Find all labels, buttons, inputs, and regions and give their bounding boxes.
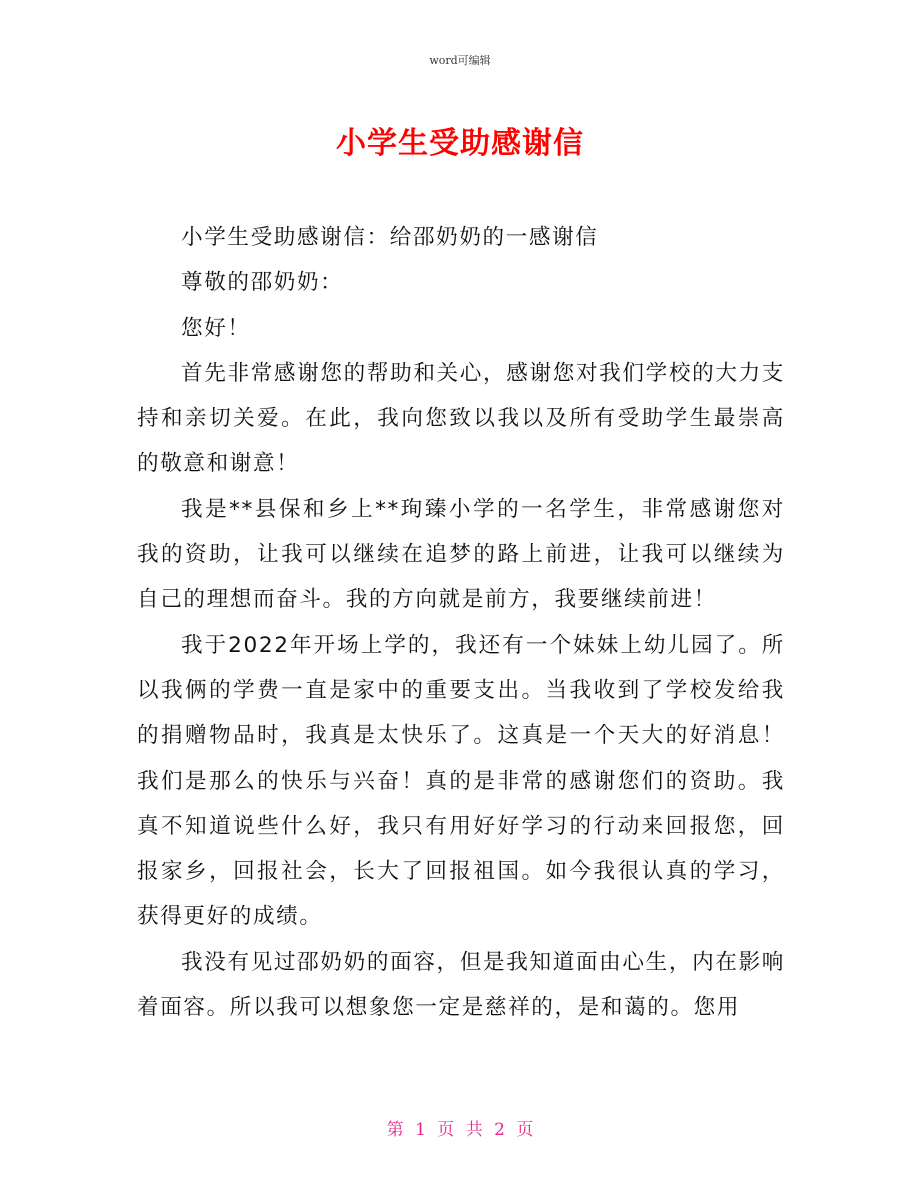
document-title: 小学生受助感谢信	[336, 126, 584, 161]
paragraph: 首先非常感谢您的帮助和关心，感谢您对我们学校的大力支持和亲切关爱。在此，我向您致以我以及所有受助学生最崇高的敬意和谢意！	[137, 360, 785, 477]
page-number-footer: 第 1 页 共 2 页	[386, 1120, 534, 1140]
salutation: 尊敬的邵奶奶：	[181, 270, 344, 296]
greeting: 您好！	[181, 315, 251, 341]
letter-body	[137, 215, 785, 1030]
subtitle-line: 小学生受助感谢信：给邵奶奶的一感谢信	[181, 225, 599, 250]
paragraph: 我是**县保和乡上**珣臻小学的一名学生，非常感谢您对我的资助，让我可以继续在追梦的路上前进，让我可以继续为自己的理想而奋斗。我的方向就是前方，我要继续前进！	[137, 496, 785, 613]
paragraph: 我没有见过邵奶奶的面容，但是我知道面由心生，内在影响着面容。所以我可以想象您一定是慈祥的，是和蔼的。您用	[137, 949, 785, 1021]
header-note: word可编辑	[429, 54, 491, 67]
paragraph: 我于2022年开场上学的，我还有一个妹妹上幼儿园了。所以我俩的学费一直是家中的重要支出。当我收到了学校发给我的捐赠物品时，我真是太快乐了。这真是一个天大的好消息！我们是那么的快乐与兴奋！真的是非常的感谢您们的资助。我真不知道说些什么好，我只有用好好学习的行动来回报您，回报家乡，回报社会，长大了回报祖国。如今我很认真的学习，获得更好的成绩。	[137, 632, 785, 930]
